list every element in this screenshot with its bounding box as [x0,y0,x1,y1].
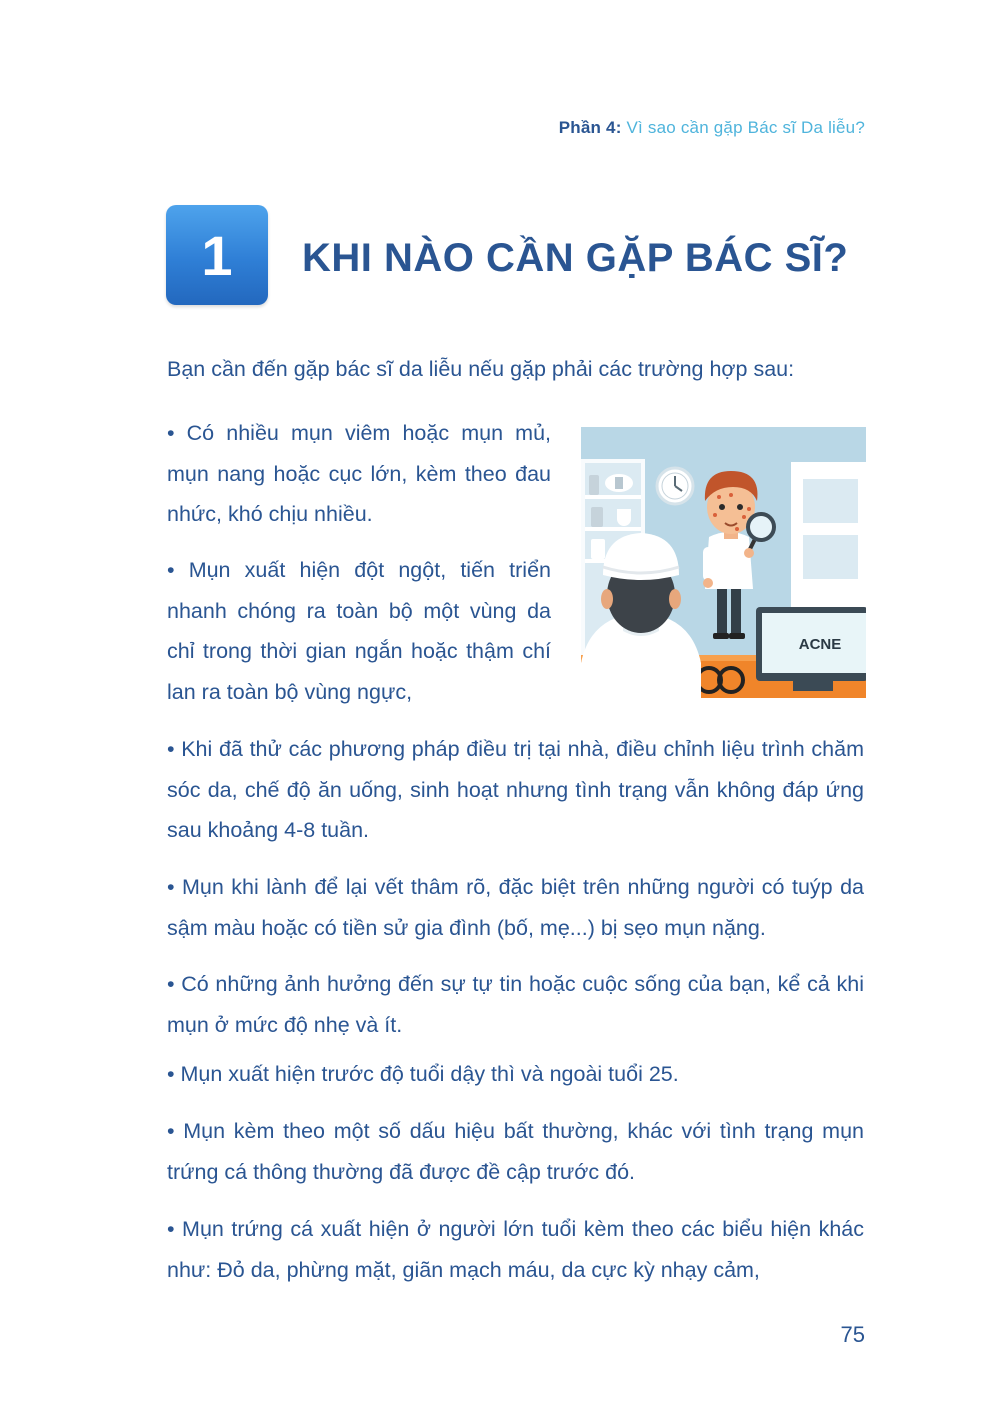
bullet-item: • Mụn xuất hiện đột ngột, tiến triển nhanh chóng ra toàn bộ một vùng da chỉ trong thời gian ngắn hoặc thậm chí lan ra toàn bộ vùng ngực, [167,558,551,704]
bullet-item: • Khi đã thử các phương pháp điều trị tại nhà, điều chỉnh liệu trình chăm sóc da, chế độ ăn uống, sinh hoạt nhưng tình trạng vẫn không đáp ứng sau khoảng 4-8 tuần. [167,737,864,842]
page-number: 75 [840,1322,865,1347]
monitor-label: ACNE [798,636,842,653]
chapter-title: KHI NÀO CẦN GẶP BÁC SĨ? [302,236,849,280]
bullet-item: • Mụn trứng cá xuất hiện ở người lớn tuổi kèm theo các biểu hiện khác như: Đỏ da, phừng mặt, giãn mạch máu, da cực kỳ nhạy cảm, [167,1217,864,1282]
doctor-illustration [581,427,866,698]
bullet-item: • Có nhiều mụn viêm hoặc mụn mủ, mụn nang hoặc cục lớn, kèm theo đau nhức, khó chịu nhiều. [167,421,551,526]
bullet-item: • Mụn kèm theo một số dấu hiệu bất thường, khác với tình trạng mụn trứng cá thông thường đã được đề cập trước đó. [167,1119,864,1184]
section-label: Phần 4: [558,118,622,137]
section-subtitle: Vì sao cần gặp Bác sĩ Da liễu? [626,118,865,137]
bullet-item: • Mụn khi lành để lại vết thâm rõ, đặc biệt trên những người có tuýp da sậm màu hoặc có tiền sử gia đình (bố, mẹ...) bị sẹo mụn nặng. [167,875,864,940]
intro-paragraph: Bạn cần đến gặp bác sĩ da liễu nếu gặp phải các trường hợp sau: [167,357,795,381]
chapter-number-badge: 1 [166,205,268,305]
bullet-item: • Mụn xuất hiện trước độ tuổi dậy thì và ngoài tuổi 25. [167,1062,679,1086]
bullet-item: • Có những ảnh hưởng đến sự tự tin hoặc cuộc sống của bạn, kể cả khi mụn ở mức độ nhẹ và ít. [167,972,864,1037]
running-header [559,118,865,138]
